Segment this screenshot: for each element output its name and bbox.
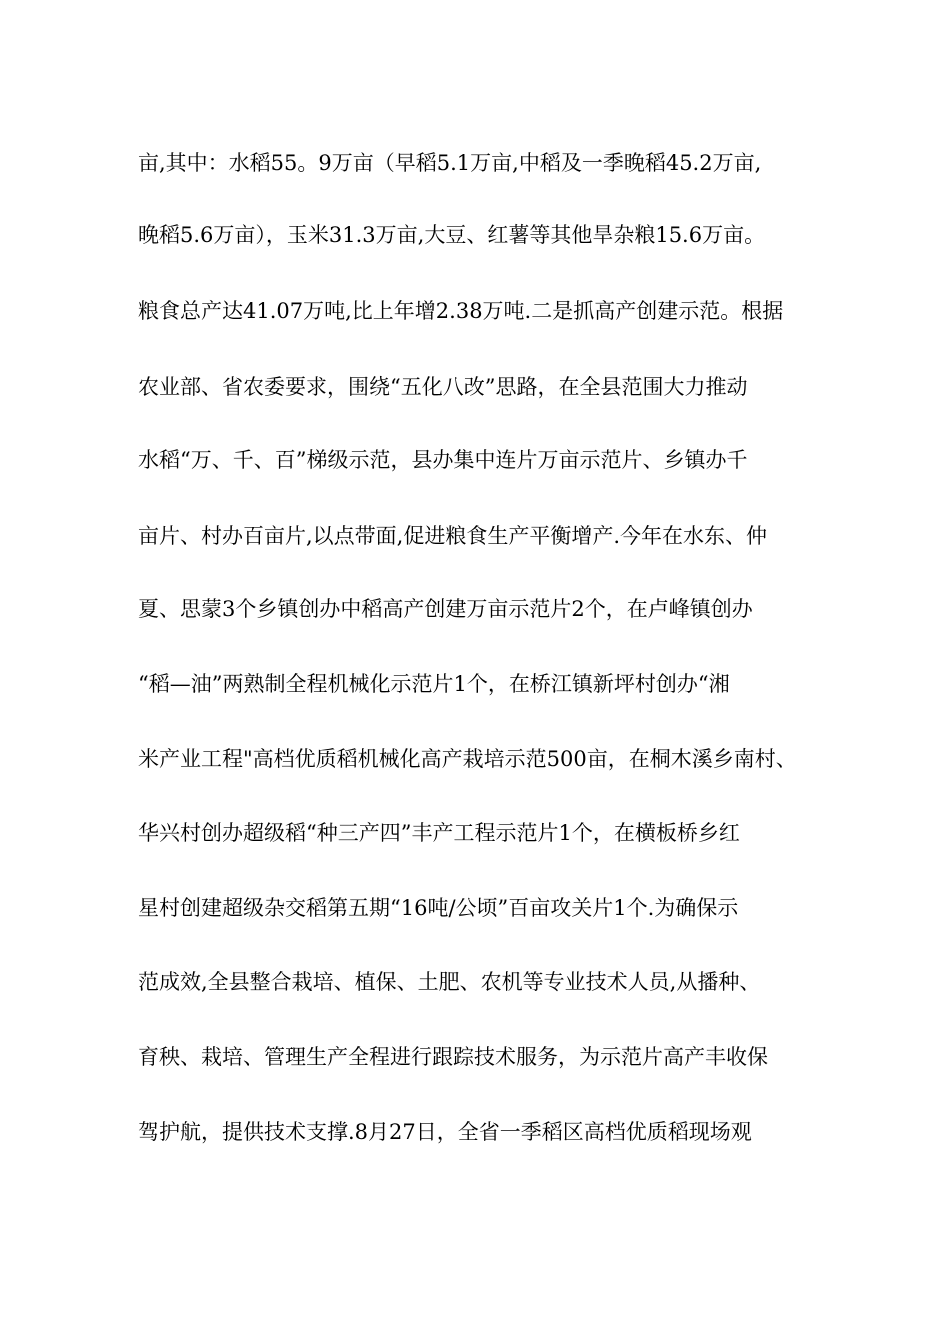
text-line-3: 粮食总产达41.07万吨,比上年增2.38万吨.二是抓高产创建示范。根据 [138, 299, 784, 323]
text-line-7: 夏、思蒙3个乡镇创办中稻高产创建万亩示范片2个，在卢峰镇创办 [138, 597, 753, 621]
text-line-8: “稻—油”两熟制全程机械化示范片1个，在桥江镇新坪村创办“湘 [138, 672, 730, 696]
text-line-14: 驾护航，提供技术支撑.8月27日，全省一季稻区高档优质稻现场观 [138, 1120, 752, 1144]
text-line-1: 亩,其中：水稻55。9万亩（早稻5.1万亩,中稻及一季晚稻45.2万亩, [138, 151, 762, 175]
text-line-9: 米产业工程"高档优质稻机械化高产栽培示范500亩，在桐木溪乡南村、 [138, 747, 797, 771]
text-line-11: 星村创建超级杂交稻第五期“16吨/公顷”百亩攻关片1个.为确保示 [138, 896, 739, 920]
text-line-6: 亩片、村办百亩片,以点带面,促进粮食生产平衡增产.今年在水东、仲 [138, 524, 768, 548]
text-line-12: 范成效,全县整合栽培、植保、土肥、农机等专业技术人员,从播种、 [138, 970, 761, 994]
text-line-10: 华兴村创办超级稻“种三产四”丰产工程示范片1个，在横板桥乡红 [138, 821, 740, 845]
text-line-13: 育秧、栽培、管理生产全程进行跟踪技术服务，为示范片高产丰收保 [138, 1045, 768, 1069]
text-line-2: 晚稻5.6万亩），玉米31.3万亩,大豆、红薯等其他旱杂粮15.6万亩。 [138, 223, 766, 247]
text-line-4: 农业部、省农委要求，围绕“五化八改”思路，在全县范围大力推动 [138, 375, 748, 399]
text-line-5: 水稻“万、千、百”梯级示范，县办集中连片万亩示范片、乡镇办千 [138, 448, 748, 472]
